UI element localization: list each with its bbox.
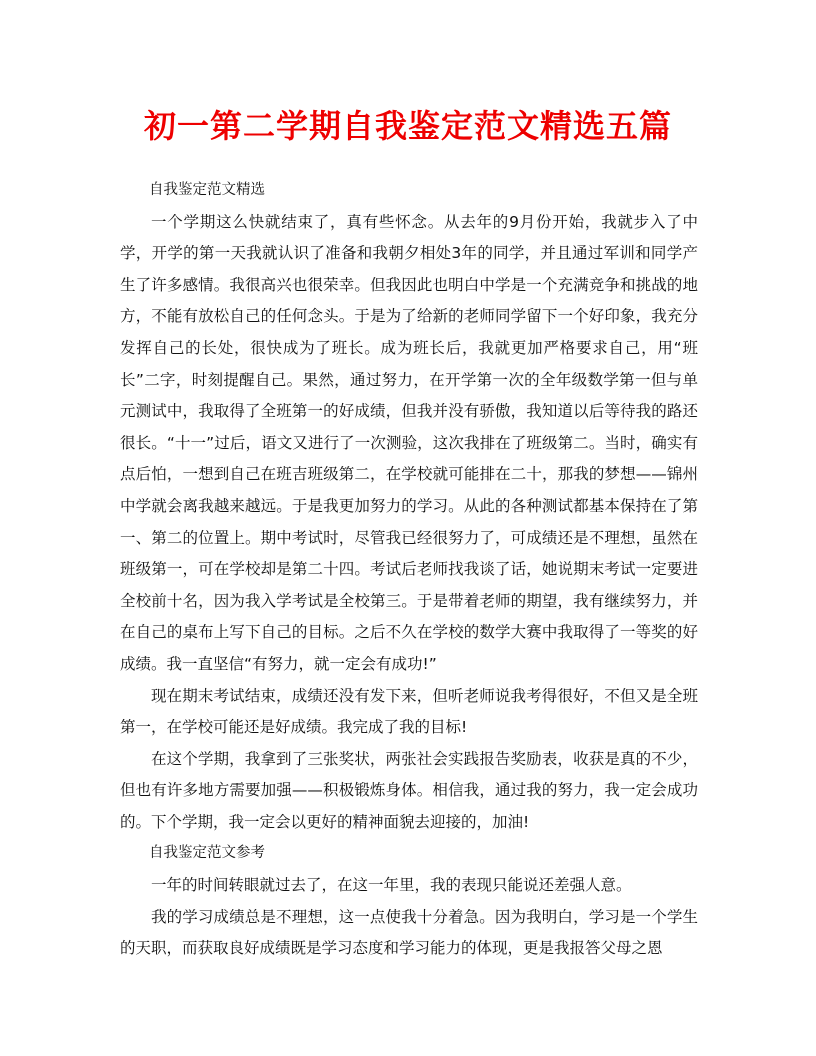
- section-heading-1: 自我鉴定范文精选: [149, 182, 265, 198]
- paragraph-3: 在这个学期，我拿到了三张奖状，两张社会实践报告奖励表，收获是真的不少，但也有许多地方需要加强——积极锻炼身体。相信我，通过我的努力，我一定会成功的。下个学期，我一定会以更好的精神面貌去迎接的，加油!: [120, 749, 698, 831]
- document-title: 初一第二学期自我鉴定范文精选五篇: [143, 107, 672, 145]
- paragraph-2: 现在期末考试结束，成绩还没有发下来，但听老师说我考得很好，不但又是全班第一，在学校可能还是好成绩。我完成了我的目标!: [120, 686, 698, 737]
- section-heading-2: 自我鉴定范文参考: [149, 845, 265, 862]
- document-body: [120, 175, 698, 965]
- paragraph-5: 我的学习成绩总是不理想，这一点使我十分着急。因为我明白，学习是一个学生的天职，而获取良好成绩既是学习态度和学习能力的体现，更是我报答父母之恩: [120, 907, 698, 958]
- paragraph-4: 一年的时间转眼就过去了，在这一年里，我的表现只能说还差强人意。: [151, 876, 632, 895]
- paragraph-1: 一个学期这么快就结束了，真有些怀念。从去年的9月份开始，我就步入了中学，开学的第一天我就认识了准备和我朝夕相处3年的同学，并且通过军训和同学产生了许多感情。我很高兴也很荣幸。但我因此也明白中学是一个充满竞争和挑战的地方，不能有放松自己的任何念头。于是为了给新的老师同学留下一个好印象，我充分发挥自己的长处，很快成为了班长。成为班长后，我就更加严格要求自己，用“班长”二字，时刻提醒自己。果然，通过努力，在开学第一次的全年级数学第一但与单元测试中，我取得了全班第一的好成绩，但我并没有骄傲，我知道以后等待我的路还很长。“十一”过后，语文又进行了一次测验，这次我排在了班级第二。当时，确实有点后怕，一想到自己在班吉班级第二，在学校就可能排在二十，那我的梦想——锦州中学就会离我越来越远。于是我更加努力的学习。从此的各种测试都基本保持在了第一、第二的位置上。期中考试时，尽管我已经很努力了，可成绩还是不理想，虽然在班级第一，可在学校却是第二十四。考试后老师找我谈了话，她说期末考试一定要进全校前十名，因为我入学考试是全校第三。于是带着老师的期望，我有继续努力，并在自己的桌布上写下自己的目标。之后不久在学校的数学大赛中我取得了一等奖的好成绩。我一直坚信“有努力，就一定会有成功!”: [120, 212, 698, 673]
